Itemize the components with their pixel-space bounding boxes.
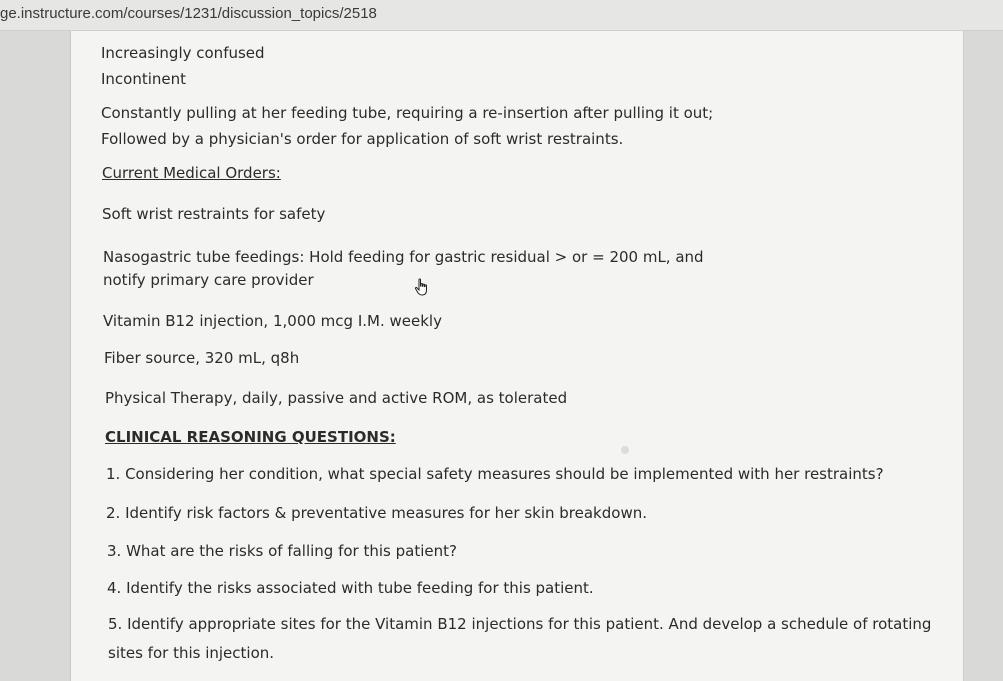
- finding-line: Constantly pulling at her feeding tube, requiring a re-insertion after pulling it out;: [101, 104, 714, 122]
- order-item: Soft wrist restraints for safety: [102, 205, 326, 223]
- finding-line: Increasingly confused: [101, 44, 265, 62]
- question-item: 5. Identify appropriate sites for the Vitamin B12 injections for this patient. And develop a schedule of rotating: [108, 615, 932, 633]
- questions-heading: CLINICAL REASONING QUESTIONS:: [105, 428, 396, 446]
- finding-line: Followed by a physician's order for application of soft wrist restraints.: [101, 130, 624, 148]
- question-item: 1. Considering her condition, what special safety measures should be implemented with her restraints?: [106, 465, 884, 483]
- question-item: sites for this injection.: [108, 644, 275, 662]
- order-item: Nasogastric tube feedings: Hold feeding for gastric residual > or = 200 mL, and: [103, 248, 704, 266]
- order-item: notify primary care provider: [103, 271, 314, 289]
- url-text[interactable]: ge.instructure.com/courses/1231/discussion_topics/2518: [0, 5, 377, 22]
- orders-heading: Current Medical Orders:: [102, 164, 281, 182]
- order-item: Physical Therapy, daily, passive and active ROM, as tolerated: [105, 389, 568, 407]
- hand-pointer-icon: [414, 278, 430, 296]
- question-item: 2. Identify risk factors & preventative measures for her skin breakdown.: [106, 504, 647, 522]
- screen-smudge: [621, 446, 629, 454]
- order-item: Vitamin B12 injection, 1,000 mcg I.M. weekly: [103, 312, 442, 330]
- address-bar[interactable]: [0, 0, 1003, 31]
- finding-line: Incontinent: [101, 70, 187, 88]
- question-item: 3. What are the risks of falling for this patient?: [107, 542, 457, 560]
- order-item: Fiber source, 320 mL, q8h: [104, 349, 300, 367]
- question-item: 4. Identify the risks associated with tube feeding for this patient.: [107, 579, 594, 597]
